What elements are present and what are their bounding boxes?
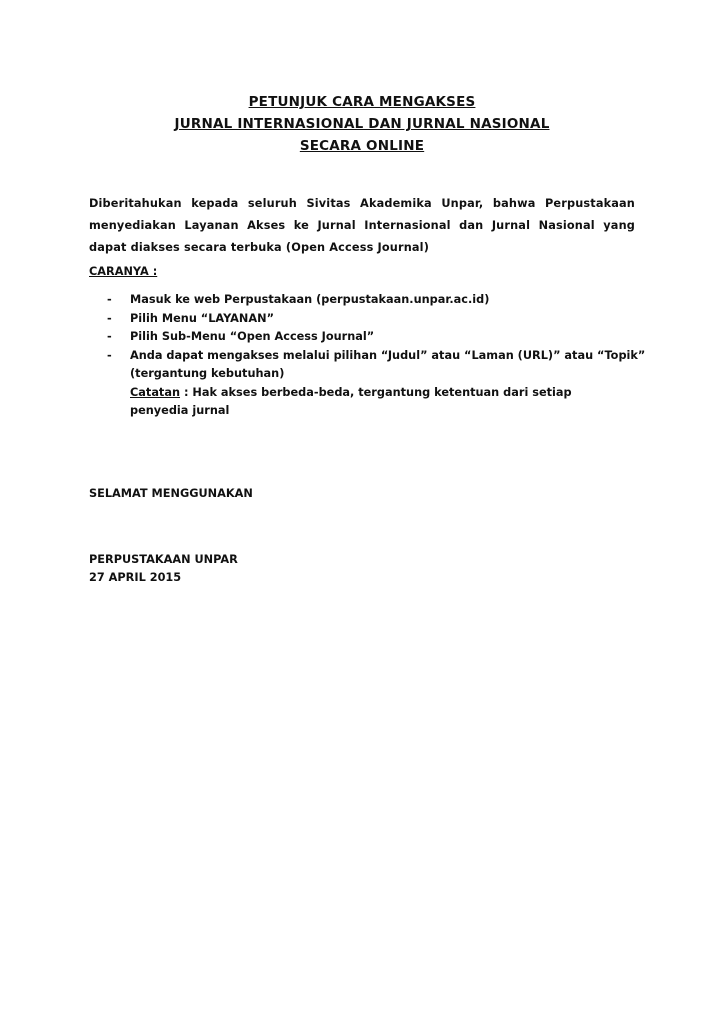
step-item (89, 328, 635, 347)
step-text: (tergantung kebutuhan) (130, 367, 285, 380)
document-title (0, 91, 724, 157)
step-bullet: - (107, 293, 112, 306)
note-text: : Hak akses berbeda-beda, tergantung ketentuan dari setiap penyedia jurnal (130, 385, 572, 417)
signoff-org: PERPUSTAKAAN UNPAR (89, 553, 238, 566)
step-bullet: - (107, 348, 112, 362)
step-bullet: - (107, 311, 112, 325)
title-line-3: SECARA ONLINE (299, 138, 425, 154)
signoff-date: 27 APRIL 2015 (89, 571, 182, 584)
caranya-heading: CARANYA : (89, 265, 158, 278)
step-text: Pilih Sub-Menu “Open Access Journal” (130, 330, 375, 343)
step-item (89, 291, 635, 310)
step-item (89, 347, 646, 366)
step-text: Masuk ke web Perpustakaan (perpustakaan.unpar.ac.id) (130, 293, 490, 306)
closing-text: SELAMAT MENGGUNAKAN (89, 487, 253, 500)
step-text: Pilih Menu “LAYANAN” (130, 311, 274, 325)
step-text: Anda dapat mengakses melalui pilihan “Judul” atau “Laman (URL)” atau “Topik” (130, 348, 646, 362)
step-bullet: - (107, 330, 112, 343)
note-block (89, 384, 610, 421)
signoff-block (89, 551, 238, 587)
step-continuation (89, 365, 635, 384)
step-item (89, 310, 635, 329)
title-line-2: JURNAL INTERNASIONAL DAN JURNAL NASIONAL (174, 116, 550, 132)
intro-paragraph: Diberitahukan kepada seluruh Sivitas Akademika Unpar, bahwa Perpustakaan menyediakan Layanan Akses ke Jurnal Internasional dan Jurnal Nasional yang dapat diakses secara terbuka (Open Access Journal) (89, 197, 635, 254)
note-label: Catatan (130, 385, 181, 399)
title-line-1: PETUNJUK CARA MENGAKSES (248, 94, 476, 110)
steps-list (89, 291, 646, 421)
